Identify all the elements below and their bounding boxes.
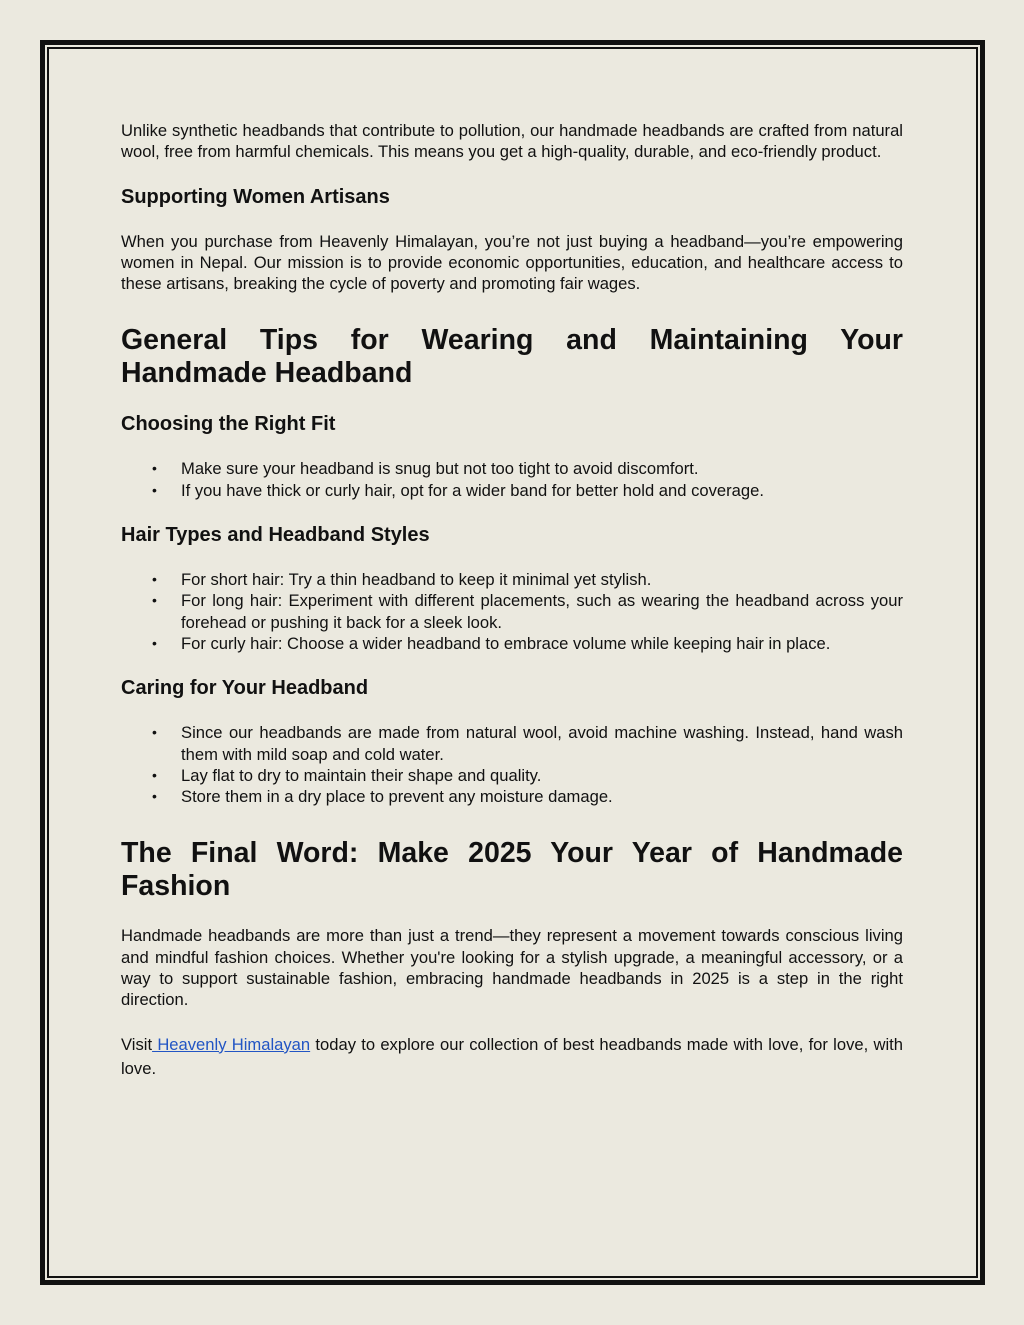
heavenly-himalayan-link[interactable]: Heavenly Himalayan [152, 1034, 311, 1054]
supporting-heading: Supporting Women Artisans [121, 185, 390, 208]
bullet-icon: • [152, 766, 157, 783]
list-item-text: For curly hair: Choose a wider headband to embrace volume while keeping hair in place. [181, 633, 831, 653]
list-item-text: Lay flat to dry to maintain their shape and quality. [181, 765, 542, 785]
list-item [121, 458, 903, 479]
list-item-text: Store them in a dry place to prevent any moisture damage. [181, 787, 613, 807]
caring-heading: Caring for Your Headband [121, 677, 369, 700]
fit-heading: Choosing the Right Fit [121, 413, 336, 436]
hair-types-list [121, 569, 903, 654]
list-item-text: If you have thick or curly hair, opt for a wider band for better hold and coverage. [181, 480, 764, 500]
bullet-icon: • [152, 788, 157, 805]
list-item-text: Make sure your headband is snug but not too tight to avoid discomfort. [181, 459, 699, 479]
list-item [121, 722, 903, 765]
visit-paragraph [121, 1033, 903, 1081]
fit-list [121, 458, 903, 501]
bullet-icon: • [152, 571, 157, 588]
document-content [121, 120, 903, 1081]
bullet-icon: • [152, 724, 157, 741]
caring-list [121, 722, 903, 807]
list-item-text: Since our headbands are made from natural wool, avoid machine washing. Instead, hand wash them with mild soap and cold water. [181, 723, 903, 764]
hair-types-heading: Hair Types and Headband Styles [121, 524, 430, 547]
final-paragraph: Handmade headbands are more than just a trend—they represent a movement towards conscious living and mindful fashion choices. Whether you're looking for a stylish upgrade, a meaningful accessory, or a way to support sustainable fashion, embracing handmade headbands in 2025 is a step in the right direction. [121, 926, 903, 1010]
intro-paragraph: Unlike synthetic headbands that contribute to pollution, our handmade headbands are crafted from natural wool, free from harmful chemicals. This means you get a high-quality, durable, and eco-friendly product. [121, 121, 903, 162]
bullet-icon: • [152, 460, 157, 477]
bullet-icon: • [152, 634, 157, 651]
list-item [121, 633, 903, 654]
list-item [121, 786, 903, 807]
supporting-paragraph: When you purchase from Heavenly Himalayan, you’re not just buying a headband—you’re empowering women in Nepal. Our mission is to provide economic opportunities, education, and healthcare access to these artisans, breaking the cycle of poverty and promoting fair wages. [121, 231, 903, 294]
tips-heading: General Tips for Wearing and Maintaining Your Handmade Headband [121, 324, 903, 390]
list-item-text: For long hair: Experiment with different placements, such as wearing the headband across your forehead or pushing it back for a sleek look. [181, 591, 903, 632]
bullet-icon: • [152, 592, 157, 609]
final-heading: The Final Word: Make 2025 Your Year of Handmade Fashion [121, 837, 903, 903]
list-item-text: For short hair: Try a thin headband to keep it minimal yet stylish. [181, 570, 652, 590]
list-item [121, 569, 903, 590]
visit-prefix: Visit [121, 1034, 153, 1054]
list-item [121, 590, 903, 633]
bullet-icon: • [152, 481, 157, 498]
list-item [121, 480, 903, 501]
list-item [121, 765, 903, 786]
visit-suffix: today to explore our collection of best headbands made with love, for love, with love. [121, 1034, 903, 1078]
